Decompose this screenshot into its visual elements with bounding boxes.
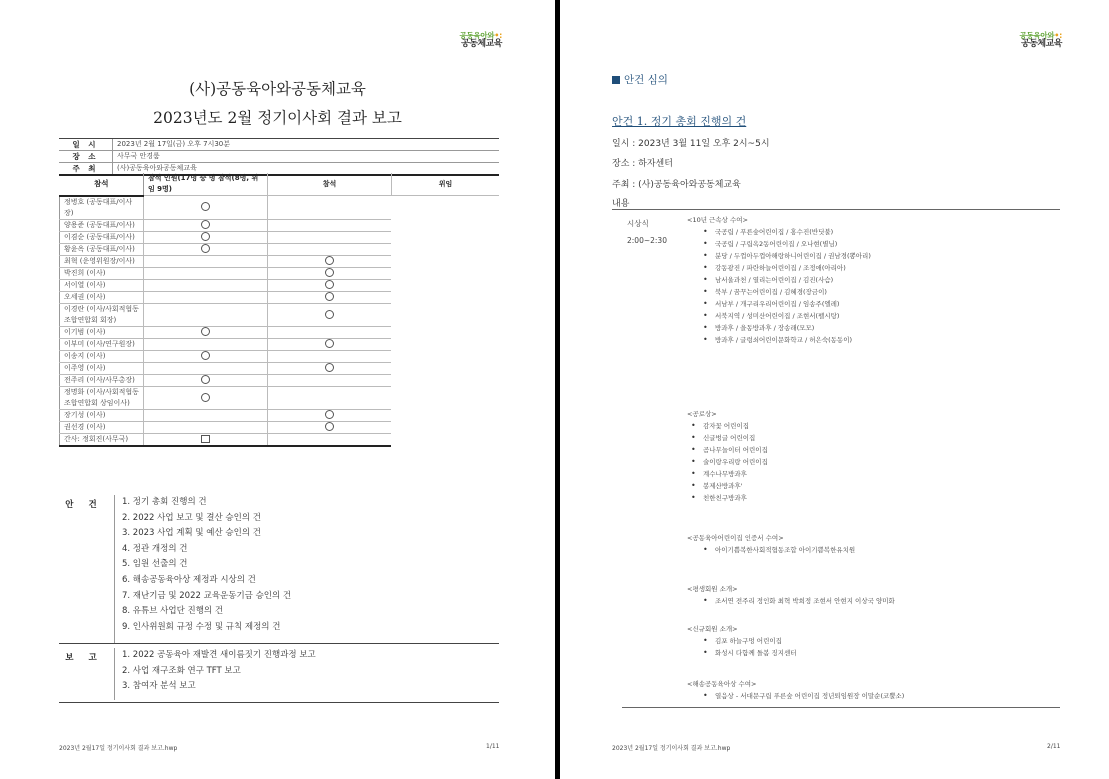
report-item: 3. 참여자 분석 보고 <box>122 681 196 692</box>
attend-mark-cell <box>143 255 267 267</box>
circle-mark-icon <box>325 292 334 301</box>
certificate-block <box>687 532 855 556</box>
attend-mark-cell <box>143 303 267 326</box>
attendance-table <box>59 173 499 447</box>
life-member-heading: <평생회원 소개> <box>687 585 738 593</box>
attendee-name: 이겸순 (공동대표/이사) <box>60 231 144 243</box>
content-rule <box>612 209 1060 210</box>
proxy-mark-cell <box>267 386 391 409</box>
circle-mark-icon <box>325 363 334 372</box>
attendance-row <box>60 421 500 433</box>
attendance-header: 참석 참석 인원(17명 중 명 참석(8명, 위임 9명) 참석 위임 <box>60 173 500 196</box>
attendance-row <box>60 303 500 326</box>
agenda-item: 3. 2023 사업 계획 및 예산 승인의 건 <box>122 528 261 539</box>
merit-recipient: • 봉제산방과후' <box>687 480 768 492</box>
merit-recipient: • 신글벙글 어린이집 <box>687 432 768 444</box>
award-recipient: • 분당 / 두껍아두껍아해랑하니어린이집 / 권남경(뽕아리) <box>687 250 871 262</box>
attend-mark-cell <box>143 243 267 255</box>
attendee-name: 이경란 (이사/사회적협동조합연합회 회장) <box>60 303 144 326</box>
report-list <box>59 648 499 695</box>
attendance-row <box>60 279 500 291</box>
attendee-name: 양용준 (공동대표/이사) <box>60 219 144 231</box>
circle-mark-icon <box>201 244 210 253</box>
proxy-mark-cell <box>267 374 391 386</box>
agenda-item-title: 안건 1. 정기 총회 진행의 건 <box>612 115 747 128</box>
attendance-row <box>60 243 500 255</box>
attend-mark-cell <box>143 291 267 303</box>
attendance-row <box>60 374 500 386</box>
secretary-row: 간사: 정회진(사무국) <box>60 433 500 446</box>
attendance-row <box>60 255 500 267</box>
merit-recipient: • 계수나무방과후 <box>687 468 768 480</box>
proxy-mark-cell <box>267 409 391 421</box>
certificate-recipient: • 아이기쁨복한사회적협동조합 아이기쁨복한유치원 <box>687 544 855 556</box>
attendee-name: 장기성 (이사) <box>60 409 144 421</box>
proxy-mark-cell <box>267 338 391 350</box>
merit-recipient: • 곰나무놀이터 어린이집 <box>687 444 768 456</box>
proxy-mark-cell <box>267 196 391 220</box>
meeting-place: 장소 : 하자센터 <box>612 159 673 169</box>
circle-mark-icon <box>201 393 210 402</box>
attendance-row <box>60 326 500 338</box>
meeting-info-table <box>59 138 499 176</box>
footer-page-number: 2/11 <box>1047 743 1061 750</box>
proxy-mark-cell <box>267 231 391 243</box>
circle-mark-icon <box>325 268 334 277</box>
report-item: 2. 사업 재구조화 연구 TFT 보고 <box>122 665 241 676</box>
attendance-row <box>60 350 500 362</box>
schedule-label: 시상식 <box>627 219 649 228</box>
new-member: • 김포 하늘구멍 어린이집 <box>687 635 797 647</box>
merit-recipient: • 술이랑우리랑 어린이집 <box>687 456 768 468</box>
award-recipient: • 서북지역 / 성미산어린이집 / 조현서(펠시탕) <box>687 310 871 322</box>
info-row-place: 장 소 사무국 안경룸 <box>59 151 499 163</box>
section-rule <box>59 702 499 703</box>
attendee-name: 이주영 (이사) <box>60 362 144 374</box>
proxy-mark-cell <box>267 255 391 267</box>
attend-mark-cell <box>143 421 267 433</box>
agenda-list <box>59 495 499 635</box>
circle-mark-icon <box>201 232 210 241</box>
agenda-item: 5. 임원 선출의 건 <box>122 559 188 570</box>
attendance-row <box>60 196 500 220</box>
certificate-heading: <공동육아어린이집 인증서 수여> <box>687 534 784 542</box>
new-member-heading: <신규회원 소개> <box>687 625 738 633</box>
agenda-section <box>59 495 499 643</box>
meeting-datetime: 일시 : 2023년 3월 11일 오후 2시~5시 <box>612 139 770 149</box>
report-section <box>59 648 499 700</box>
award-recipient: • 국공립 / 푸른숲어린이집 / 홍수진(반딧불) <box>687 226 871 238</box>
document-subtitle: 2023년도 2월 정기이사회 결과 보고 <box>153 109 402 127</box>
attendance-row <box>60 338 500 350</box>
attendee-name: 박진희 (이사) <box>60 267 144 279</box>
attendance-row <box>60 267 500 279</box>
attend-mark-cell <box>143 219 267 231</box>
proxy-mark-cell <box>267 326 391 338</box>
attendee-name: 서이열 (이사) <box>60 279 144 291</box>
proxy-mark-cell <box>267 279 391 291</box>
attend-mark-cell <box>143 362 267 374</box>
attendance-label: 참석 <box>60 173 144 196</box>
document-page-2 <box>560 0 1109 779</box>
haesong-recipient: • 열음상 - 서대문구립 푸른숲 어린이집 정년퇴임원장 이말순(코뿔소) <box>687 690 904 702</box>
circle-mark-icon <box>325 280 334 289</box>
agenda-item: 2. 2022 사업 보고 및 결산 승인의 건 <box>122 512 261 523</box>
section-rule <box>59 643 499 644</box>
new-member: • 화성시 다함께 돌봄 징지센터 <box>687 647 797 659</box>
proxy-mark-cell <box>267 243 391 255</box>
attendee-name: 정병호 (공동대표/이사장) <box>60 196 144 220</box>
attend-mark-cell <box>143 350 267 362</box>
circle-mark-icon <box>201 220 210 229</box>
merit-recipient: • 감자꽃 어린이집 <box>687 420 768 432</box>
circle-mark-icon <box>201 375 210 384</box>
attendee-name: 정명화 (이사/사회적협동조합연합회 상임이사) <box>60 386 144 409</box>
attend-mark-cell <box>143 386 267 409</box>
footer-page-number: 1/11 <box>486 743 500 750</box>
attend-mark-cell <box>143 196 267 220</box>
circle-mark-icon <box>325 339 334 348</box>
attendee-name: 이송지 (이사) <box>60 350 144 362</box>
life-member-block <box>687 583 895 607</box>
agenda-label: 안 건 <box>65 500 103 510</box>
award-recipient: • 국공립 / 구립옥2동어린이집 / 오나현(별님) <box>687 238 871 250</box>
agenda-item: 6. 해송공동육아상 제정과 시상의 건 <box>122 574 256 585</box>
circle-mark-icon <box>201 351 210 360</box>
proxy-mark-cell <box>267 219 391 231</box>
attendance-row <box>60 409 500 421</box>
attend-mark-cell <box>143 231 267 243</box>
circle-mark-icon <box>201 327 210 336</box>
attend-mark-cell <box>143 409 267 421</box>
attendee-name: 오세권 (이사) <box>60 291 144 303</box>
footer-filename: 2023년 2월17일 정기이사회 결과 보고.hwp <box>612 745 731 752</box>
checkbox-square <box>201 435 210 443</box>
award-recipient: • 강동광진 / 파란하늘어린이집 / 조정애(아리아) <box>687 262 871 274</box>
circle-mark-icon <box>325 310 334 319</box>
agenda-item: 1. 정기 총회 진행의 건 <box>122 497 207 507</box>
attendance-row <box>60 362 500 374</box>
org-logo: 공동육아와•: 공동체교육 <box>1019 31 1062 49</box>
attendance-row <box>60 386 500 409</box>
attendee-name: 최혁 (운영위원장/이사) <box>60 255 144 267</box>
attendee-name: 이부미 (이사/연구원장) <box>60 338 144 350</box>
award-recipient: • 북부 / 꿈꾸는어린이집 / 김혜경(장금이) <box>687 286 871 298</box>
agenda-item: 9. 인사위원회 규정 수정 및 규칙 제정의 건 <box>122 621 281 632</box>
footer-filename: 2023년 2월17일 정기이사회 결과 보고.hwp <box>59 745 178 752</box>
report-item: 1. 2022 공동육아 재발견 새이름짓기 진행과정 보고 <box>122 650 316 660</box>
award-recipient: • 방과후 / 글렁쇠어린이문화학교 / 허은숙(동동이) <box>687 334 871 346</box>
life-member-list: • 조서연 전주리 정인화 최혁 박희정 조현서 안현지 이상국 양미화 <box>687 595 895 607</box>
circle-mark-icon <box>325 422 334 431</box>
proxy-mark-cell <box>267 362 391 374</box>
new-member-block <box>687 623 797 657</box>
proxy-mark-cell <box>267 421 391 433</box>
award-recipient: • 방과후 / 을동방과후 / 장송래(모모) <box>687 322 871 334</box>
merit-award-heading: <공로상> <box>687 410 717 418</box>
agenda-item: 4. 정관 개정의 건 <box>122 543 188 554</box>
attendance-row <box>60 219 500 231</box>
haesong-award-block <box>687 678 904 702</box>
proxy-mark-cell <box>267 303 391 326</box>
content-bottom-rule <box>622 707 1060 708</box>
proxy-mark-cell <box>267 350 391 362</box>
attend-mark-cell <box>143 326 267 338</box>
attendance-row <box>60 231 500 243</box>
org-logo: 공동육아와•: 공동체교육 <box>459 31 502 49</box>
content-label: 내용 <box>612 199 630 209</box>
attendance-row <box>60 291 500 303</box>
document-title: (사)공동육아와공동체교육 <box>189 80 366 98</box>
ten-year-award-block <box>687 214 871 344</box>
schedule-time: 2:00~2:30 <box>627 236 667 245</box>
proxy-mark-cell <box>267 291 391 303</box>
circle-mark-icon <box>325 410 334 419</box>
info-row-host: 주 최 (사)공동육아와공동체교육 <box>59 163 499 176</box>
meeting-host: 주최 : (사)공동육아와공동체교육 <box>612 180 741 190</box>
proxy-mark-cell <box>267 267 391 279</box>
info-row-datetime: 일 시 2023년 2월 17일(금) 오후 7시30분 <box>59 139 499 151</box>
attendee-name: 권선경 (이사) <box>60 421 144 433</box>
merit-award-block <box>687 408 768 502</box>
agenda-item: 8. 유튜브 사업단 진행의 건 <box>122 606 224 617</box>
circle-mark-icon <box>201 202 210 211</box>
award-recipient: • 서남부 / 개구리우리어린이집 / 임송주(엘레) <box>687 298 871 310</box>
attendee-name: 황윤옥 (공동대표/이사) <box>60 243 144 255</box>
merit-recipient: • 친한친구방과후 <box>687 492 768 504</box>
attend-mark-cell <box>143 338 267 350</box>
attendee-name: 이기범 (이사) <box>60 326 144 338</box>
award-recipient: • 남서울과천 / 열리는어린이집 / 김진(사슴) <box>687 274 871 286</box>
section-heading: 안건 심의 <box>612 72 668 87</box>
circle-mark-icon <box>325 256 334 265</box>
haesong-award-heading: <해송공동육아상 수여> <box>687 680 757 688</box>
square-bullet-icon <box>612 76 620 84</box>
agenda-item: 7. 재난기금 및 2022 교육운동기금 승인의 건 <box>122 590 292 601</box>
report-label: 보 고 <box>65 653 103 663</box>
attend-mark-cell <box>143 267 267 279</box>
attend-mark-cell <box>143 374 267 386</box>
attend-mark-cell <box>143 279 267 291</box>
ten-year-award-heading: <10년 근속상 수여> <box>687 216 748 224</box>
attendee-name: 전주리 (이사/사무총장) <box>60 374 144 386</box>
